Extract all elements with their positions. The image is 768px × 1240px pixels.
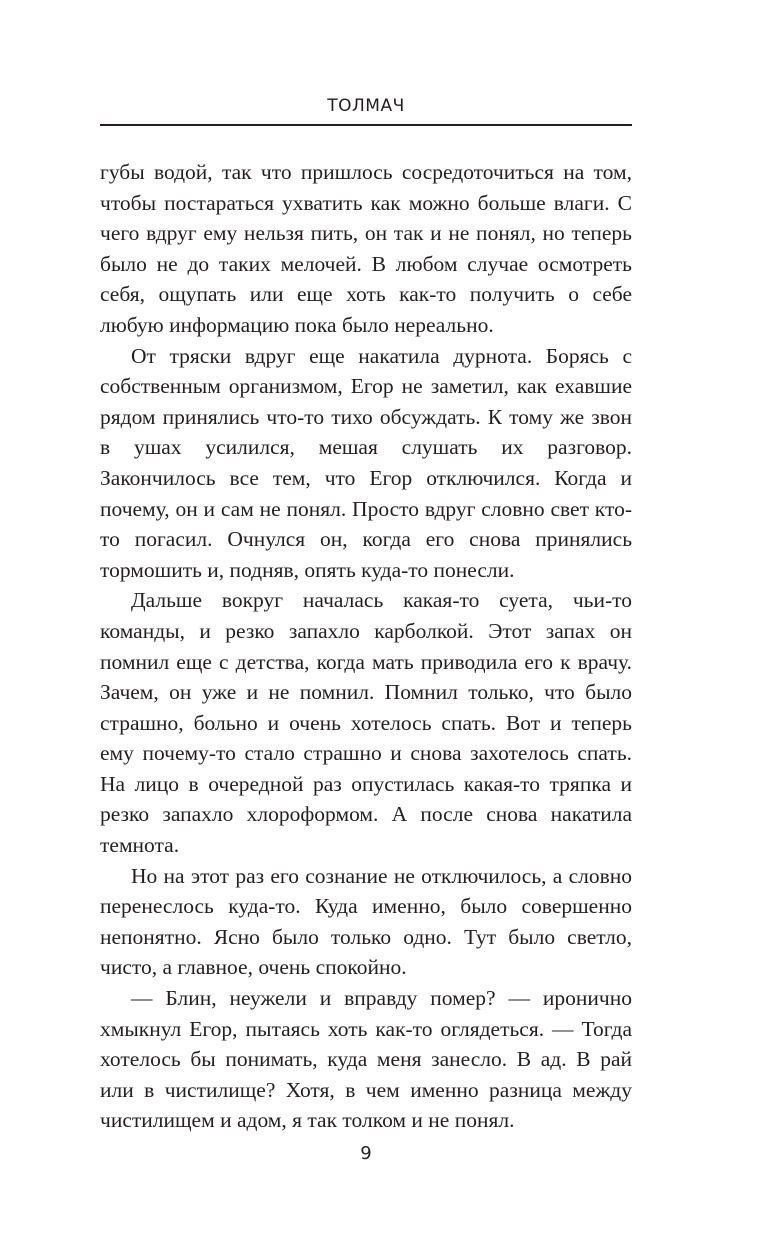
running-head: ТОЛМАЧ bbox=[327, 96, 405, 116]
paragraph-1: губы водой, так что пришлось сосредоточиться на том, чтобы постараться ухватить как можно больше влаги. С чего вдруг ему нельзя пить, он так и не понял, но теперь было не до таких мелочей. В любом случае осмотреть себя, ощупать или еще хоть как-то получить о себе любую информацию пока было нереально. bbox=[100, 160, 632, 337]
paragraph-3: Дальше вокруг началась какая-то суета, чьи-то команды, и резко запахло карболкой. Этот запах он помнил еще с детства, когда мать приводила его к врачу. Зачем, он уже и не помнил. Помнил только, что было страшно, больно и очень хотелось спать. Вот и теперь ему почему-то стало страшно и снова захотелось спать. На лицо в очередной раз опустилась какая-то тряпка и резко запахло хлороформом. А после снова накатила темнота. bbox=[100, 588, 632, 858]
paragraph-4: Но на этот раз его сознание не отключилось, а словно перенеслось куда-то. Куда именно, было совершенно непонятно. Ясно было только одно. Тут было светло, чисто, а главное, очень спокойно. bbox=[100, 863, 632, 980]
body-text bbox=[100, 157, 632, 1136]
header-rule bbox=[100, 124, 632, 126]
paragraph-2: От тряски вдруг еще накатила дурнота. Борясь с собственным организмом, Егор не заметил, как ехавшие рядом принялись что-то тихо обсуждать. К тому же звон в ушах усилился, мешая слушать их разговор. Закончилось все тем, что Егор отключился. Когда и почему, он и сам не понял. Просто вдруг словно свет кто-то погасил. Очнулся он, когда его снова принялись тормошить и, подняв, опять куда-то понесли. bbox=[100, 343, 632, 582]
paragraph-5: — Блин, неужели и вправду помер? — иронично хмыкнул Егор, пытаясь хоть как-то оглядеться. — Тогда хотелось бы понимать, куда меня занесло. В ад. В рай или в чистилище? Хотя, в чем именно разница между чистилищем и адом, я так толком и не понял. bbox=[100, 986, 632, 1133]
page-number: 9 bbox=[360, 1143, 372, 1164]
